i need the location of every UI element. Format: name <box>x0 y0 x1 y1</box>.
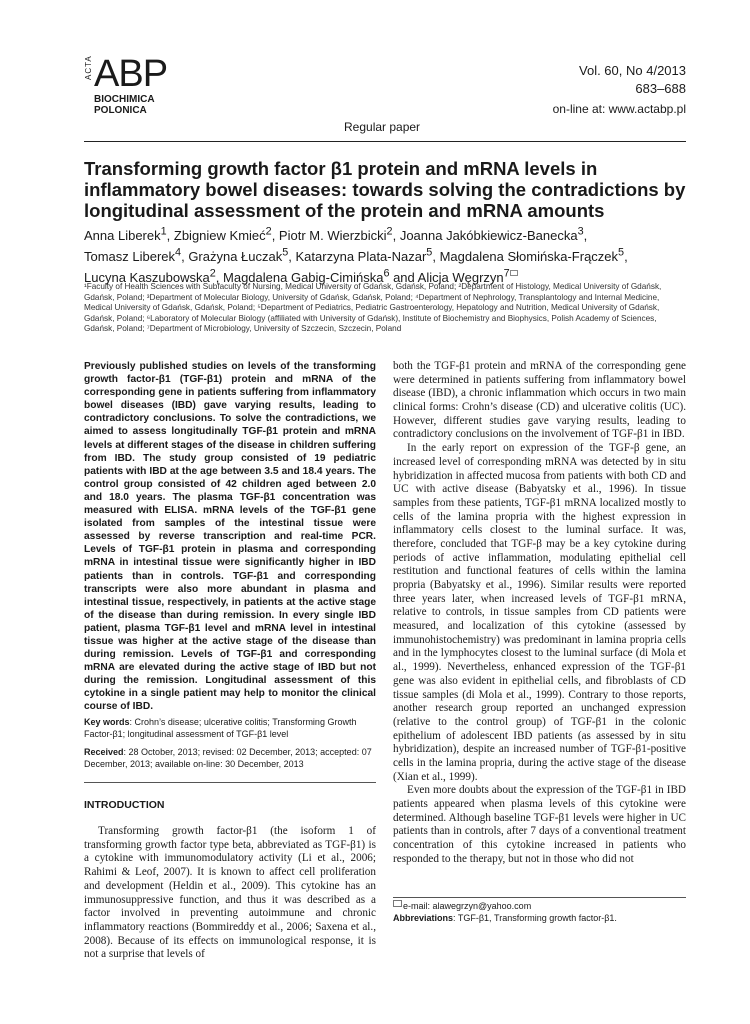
author: Magdalena Gabig-Cimińska$^6$ and <box>223 267 418 285</box>
logo-subtitle <box>94 95 155 116</box>
body-column-right <box>393 360 686 866</box>
envelope-icon <box>393 900 402 907</box>
keywords: Key words: Crohn’s disease; ulcerative colitis; Transforming Growth Factor-β1; longitudinal assessment of TGF-β1 level <box>84 717 357 739</box>
author: Zbigniew Kmieć$^2$, <box>173 226 279 244</box>
logo-biochimica: BIOCHIMICA <box>94 94 155 105</box>
body-paragraph: Even more doubts about the expression of the TGF-β1 in IBD patients appeared when plasma levels of this cytokine were determined. Although baseline TGF-β1 levels were higher in UC patients than in controls, after 7 days of a conventional treatment concentration of this cytokine increased in patients who responded to the therapy, but not in those who did not <box>393 784 686 865</box>
journal-pages: 683–688 <box>635 81 686 96</box>
author: Alicja Węgrzyn$^7$ <box>417 267 510 285</box>
author-list <box>84 224 694 286</box>
author: Tomasz Liberek$^4$, <box>84 246 189 265</box>
footnote-rule <box>393 897 686 898</box>
affiliations: ¹Faculty of Health Sciences with Subfaculty of Nursing, Medical University of Gdańsk, Gdańsk, Poland; ²Department of Histology, Medical University of Gdańsk, Gdańsk, Poland; ³Department of Molecular Biology, University of Gdańsk, Gdańsk, Poland; ⁴Department of Nephrology, Transplantology and Internal Medicine, Medical University of Gdańsk, Gdańsk, Poland; ⁵Department of Pediatrics, Pediatric Gastroenterology, Hepatology and Nutrition, Medical University of Gdańsk, Gdańsk, Poland; ⁶Laboratory of Molecular Biology (affiliated with University of Gdańsk), Institute of Biochemistry and Biophysics, Polish Academy of Sciences, Gdańsk, Poland; ⁷Department of Microbiology, University of Szczecin, Szczecin, Poland <box>84 282 662 333</box>
body-paragraph: both the TGF-β1 protein and mRNA of the corresponding gene were determined in patients suffering from inflammatory bowel disease (IBD), a chronic inflammation which occurs in two main clinical forms: Crohn’s disease (CD) and ulcerative colitis (UC). However, different studies gave varying results, leading to contradictory conclusions on the involvement of TGF-β1 in IBD. <box>393 360 686 441</box>
footnotes <box>393 900 686 924</box>
logo-acta: ACTA <box>84 55 93 80</box>
author: Lucyna Kaszubowska$^2$, <box>84 267 224 285</box>
logo-abp: ABP <box>94 53 168 95</box>
body-paragraph: In the early report on expression of the TGF-β gene, an increased level of corresponding mRNA was detected by in situ hybridization in affected mucosa from patients with both CD and UC with active disease (Babyatsky et al., 1996). In tissue samples from these patients, TGF-β1 mRNA localized mostly to cells of the lamina propria with the highest expression in inflammatory cells closest to the luminal surface. It was, therefore, concluded that TGF-β may be a key cytokine during periods of active inflammation, modulating epithelial cell restitution and functional features of cells within the lamina propria (Babyatsky et al., 1996). Similar results were reported three years later, when increased levels of TGF-β1 mRNA, relative to controls, in tissue samples from CD patients were measured, and localization of this cytokine (assessed by immunohistochemistry) was predominant in lamina propria cells and in the lymphocytes closest to the luminal surface (di Mola et al., 1999). Nevertheless, enhanced expression of the TGF-β1 gene was also evident in epithelial cells, and fibroblasts of CD tissue samples (di Mola et al., 1999). Contrary to those reports, another research group reported an unchanged expression (relative to the control group) of TGF-β1 in the colonic epithelium of adolescent IBD patients (as assessed by in situ hybridization), despite an increased number of TGF-β1-positive cells in the lamina propria, during the active stage of the disease (Xian et al., 1999). <box>393 442 686 783</box>
header-rule <box>84 141 686 142</box>
journal-logo <box>84 53 168 124</box>
author: Anna Liberek$^1$, <box>84 226 174 244</box>
abbreviations: Abbreviations: TGF-β1, Transforming growth factor-β1. <box>393 913 617 923</box>
intro-heading: INTRODUCTION <box>84 799 165 811</box>
corresponding-email: e-mail: alawegrzyn@yahoo.com <box>393 900 686 912</box>
intro-paragraph: Transforming growth factor-β1 (the isoform 1 of transforming growth factor type beta, abbreviated as TGF-β1) is a cytokine with immunomodulatory activity (Li et al., 2006; Rahimi & Leof, 2007). It is known to affect cell proliferation and development (Heldin et al., 2009). This cytokine has an immunosuppressive function, and thus it was described as a factor involved in preventing autoimmune and chronic inflammatory reactions (Bommireddy et al., 2006; Saxena et al., 2008). Because of its effects on immunological response, it is not a surprise that levels of <box>84 825 376 961</box>
paper-type: Regular paper <box>344 120 421 134</box>
received-dates: Received: 28 October, 2013; revised: 02 December, 2013; accepted: 07 December, 2013; available on-line: 30 December, 2013 <box>84 747 372 769</box>
logo-polonica: POLONICA <box>94 104 147 116</box>
author: Joanna Jakóbkiewicz-Banecka$^3$, <box>399 226 588 244</box>
journal-meta <box>553 62 686 118</box>
author: Piotr M. Wierzbicki$^2$, <box>278 226 400 244</box>
envelope-icon <box>510 270 518 276</box>
journal-online: on-line at: www.actabp.pl <box>552 102 686 116</box>
section-rule <box>84 782 376 783</box>
paper-title: Transforming growth factor β1 protein and mRNA levels in inflammatory bowel diseases: towards solving the contradictions by longitudinal assessment of the protein and mRNA amounts <box>84 158 686 221</box>
abstract: Previously published studies on levels of the transforming growth factor-β1 (TGF-β1) protein and mRNA of the corresponding gene in patients suffering from inflammatory bowel diseases (IBD) gave varying results, leading to contradictory conclusions. To solve the contradictions, we aimed to assess longitudinally TGF-β1 protein and mRNA levels at different stages of the disease in children suffering from IBD. The study group consisted of 19 pediatric patients with IBD at the age between 3.5 and 18.4 years. The control group consisted of 42 children aged between 2.0 and 18.0 years. The plasma TGF-β1 concentration was measured with ELISA. mRNA levels of the TGF-β1 gene isolated from samples of the intestinal tissue were assessed by reverse transcription and real-time PCR. Levels of TGF-β1 protein in plasma and corresponding mRNA in intestinal tissue were significantly higher in IBD patients than in controls. TGF-β1 and corresponding transcripts were also more abundant in plasma and intestinal tissue, respectively, in patients at the active stage of the disease than during remission. In every single IBD patient, plasma TGF-β1 level and mRNA level in intestinal tissue was higher at the active stage of the disease than during remission. Levels of TGF-β1 and corresponding mRNA are elevated during the active stage of IBD but not during the remission. Longitudinal assessment of this cytokine in a single patient may help to monitor the clinical course of IBD. <box>84 361 376 713</box>
author: Magdalena Słomińska-Frączek$^5$, <box>439 246 628 265</box>
author: Grażyna Łuczak$^5$, <box>188 246 296 265</box>
journal-volume: Vol. 60, No 4/2013 <box>579 63 686 78</box>
author: Katarzyna Plata-Nazar$^5$, <box>295 246 440 265</box>
